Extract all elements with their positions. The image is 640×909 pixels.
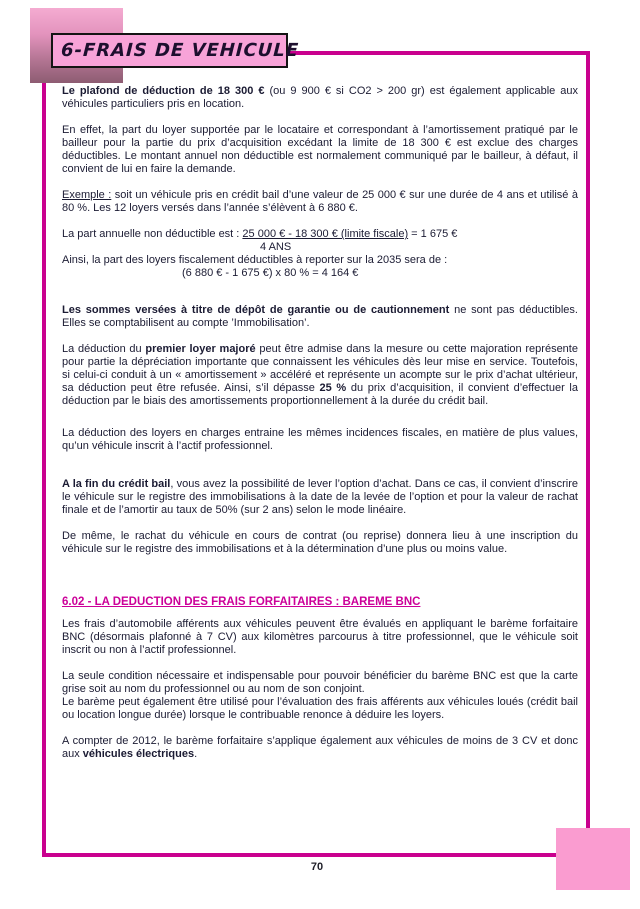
paragraph-condition-bareme <box>62 670 578 722</box>
paragraph-exemple: Exemple : soit un véhicule pris en crédit bail d’une valeur de 25 000 € sur une durée de 4 ans et utilisé à 80 %. Les 12 loyers versés dans l’année s’élèvent à 6 880 €. <box>62 189 578 214</box>
paragraph-premier-loyer: La déduction du premier loyer majoré peut être admise dans la mesure ou cette majoration représente pour partie la dépréciation importante que connaissent les véhicules dès leur mise en service. Toutefois, si celui-ci conduit à un « amortissement » accéléré et représente un acompte sur le prix d’achat ultérieur, sa déduction peut être refusée. Ainsi, s’il dépasse 25 % du prix d’acquisition, il convient d’effectuer la déduction par le biais des amortissements proportionnellement à la durée du crédit bail. <box>62 343 578 407</box>
exemple-label: Exemple : <box>62 189 112 201</box>
paragraph-frais-automobile: Les frais d’automobile afférents aux véhicules peuvent être évalués en appliquant le barème forfaitaire BNC (désormais plafonné à 7 CV) aux kilomètres parcourus à titre professionnel, que le véhicule soit inscrit ou non à l’actif professionnel. <box>62 618 578 656</box>
paragraph-2012-electriques: A compter de 2012, le barème forfaitaire s’applique également aux véhicules de moins de 3 CV et donc aux véhicules électriques. <box>62 735 578 760</box>
paragraph-calcul <box>62 228 578 280</box>
page-number: 70 <box>310 861 324 873</box>
paragraph-deduction-loyers: La déduction des loyers en charges entraine les mêmes incidences fiscales, en matière de plus values, qu’un véhicule inscrit à l’actif professionnel. <box>62 427 578 452</box>
bold-lead: Le plafond de déduction de 18 300 € <box>62 85 265 97</box>
bold-lead: A la fin du crédit bail <box>62 478 171 490</box>
chapter-title: 6-FRAIS DE VEHICULE <box>60 40 300 61</box>
paragraph-fin-credit-bail: A la fin du crédit bail, vous avez la possibilité de lever l’option d’achat. Dans ce cas, il convient d’inscrire le véhicule sur le registre des immobilisations à la date de la levée de l’option et pour la valeur de rachat finale et de l’amortir au taux de 50% (sur 2 ans) selon le mode linéaire. <box>62 478 578 516</box>
section-heading-602: 6.02 - LA DEDUCTION DES FRAIS FORFAITAIRES : BAREME BNC <box>62 596 421 608</box>
calc-line-1: La part annuelle non déductible est : 25 000 € - 18 300 € (limite fiscale) = 1 675 € <box>62 228 458 240</box>
bottom-right-pink-square <box>556 828 630 890</box>
paragraph-depot-garantie: Les sommes versées à titre de dépôt de garantie ou de cautionnement ne sont pas déductibles. Elles se comptabilisent au compte ’Immobilisation’. <box>62 304 578 329</box>
chapter-title-box <box>51 33 300 68</box>
paragraph-plafond-deduction: Le plafond de déduction de 18 300 € (ou 9 900 € si CO2 > 200 gr) est également applicable aux véhicules particuliers pris en location. <box>62 85 579 110</box>
bold-premier-loyer: premier loyer majoré <box>145 343 256 355</box>
fraction-denominator: 4 ANS <box>260 241 292 253</box>
paragraph-rachat: De même, le rachat du véhicule en cours de contrat (ou reprise) donnera lieu à une inscription du véhicule sur le registre des immobilisations et à la détermination d’une plus ou moins value. <box>62 530 578 555</box>
condition-carte-grise: La seule condition nécessaire et indispensable pour pouvoir bénéficier du barème BNC est que la carte grise soit au nom du professionnel ou au nom de son conjoint. <box>62 670 578 695</box>
bold-lead: Les sommes versées à titre de dépôt de garantie ou de cautionnement <box>62 304 450 316</box>
bold-25-pct: 25 % <box>319 382 347 394</box>
calc-line-2: Ainsi, la part des loyers fiscalement déductibles à reporter sur la 2035 sera de : <box>62 254 448 266</box>
paragraph-part-loyer: En effet, la part du loyer supportée par le locataire et correspondant à l’amortissement pratiqué par le bailleur pour la partie du prix d’acquisition excédant la limite de 18 300 € est exclue des charges déductibles. Le montant annuel non déductible est normalement communiqué par le bailleur, à défaut, il convient de lui en faire la demande. <box>62 124 578 175</box>
bareme-vehicules-loues: Le barème peut également être utilisé pour l’évaluation des frais afférents aux véhicules loués (crédit bail ou location longue durée) lorsque le contribuable renonce à déduire les loyers. <box>62 696 578 721</box>
fraction-numerator: 25 000 € - 18 300 € (limite fiscale) <box>242 228 409 240</box>
bold-vehicules-electriques: véhicules électriques <box>82 748 195 760</box>
calc-formula: (6 880 € - 1 675 €) x 80 % = 4 164 € <box>182 267 359 279</box>
body-content <box>62 85 578 774</box>
